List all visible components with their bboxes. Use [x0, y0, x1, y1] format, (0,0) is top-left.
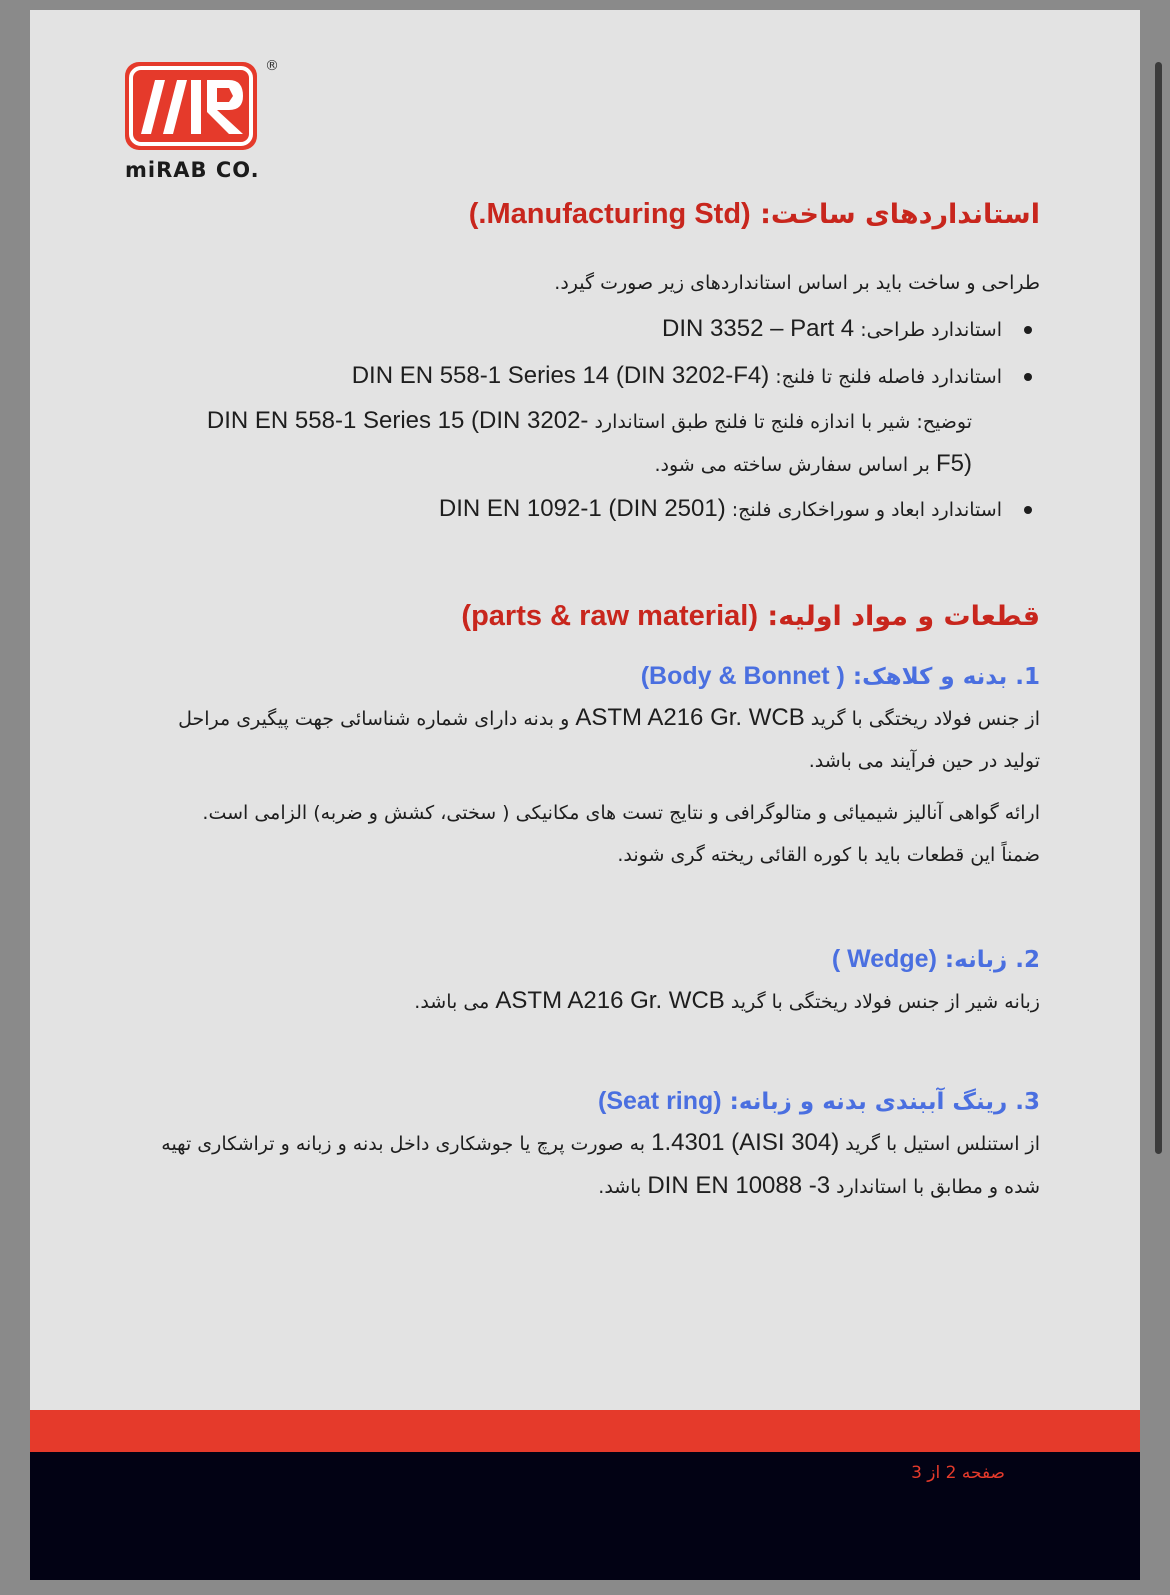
intro-paragraph: طراحی و ساخت باید بر اساس استانداردهای زیر صورت گیرد.	[554, 272, 1040, 294]
list-item: استاندارد ابعاد و سوراخکاری فلنج: DIN EN 1092-1 (DIN 2501)	[180, 488, 1040, 531]
document-page	[30, 10, 1140, 1580]
paragraph: از استنلس استیل با گرید 1.4301 (AISI 304) به صورت پرچ یا جوشکاری داخل بدنه و زبانه و تراشکاری تهیه شده و مطابق با استاندارد DIN EN 10088 -3 باشد.	[161, 1129, 1040, 1199]
part-seat-ring	[160, 1087, 1040, 1208]
list-item: استاندارد فاصله فلنج تا فلنج: DIN EN 558-1 Series 14 (DIN 3202-F4)	[180, 355, 1040, 398]
paragraph: از جنس فولاد ریختگی با گرید ASTM A216 Gr. WCB و بدنه دارای شماره شناسائی جهت پیگیری مراحل تولید در حین فرآیند می باشد.	[178, 704, 1040, 772]
registered-mark: ®	[265, 58, 279, 74]
note-paragraph: توضیح: شیر با اندازه فلنج تا فلنج طبق استاندارد DIN EN 558-1 Series 15 (DIN 3202-F5) بر اساس سفارش ساخته می شود.	[206, 407, 972, 477]
paragraph: ارائه گواهی آنالیز شیمیائی و متالوگرافی و نتایج تست های مکانیکی ( سختی، کشش و ضربه) الزامی است. ضمناً این قطعات باید با کوره القائی ریخته گری شوند.	[202, 802, 1040, 866]
vertical-scrollbar[interactable]	[1155, 62, 1162, 1154]
logo-emblem	[125, 62, 257, 150]
logo-mark-icon	[125, 62, 257, 150]
list-item: استاندارد طراحی: DIN 3352 – Part 4	[180, 308, 1040, 351]
section-title: قطعات و مواد اولیه: (parts & raw material)	[461, 600, 1040, 632]
part-wedge	[160, 945, 1040, 1023]
logo-wordmark: miRAB CO.	[125, 158, 260, 182]
standards-list	[180, 308, 1040, 531]
subsection-title: 3. رینگ آببندی بدنه و زبانه: (Seat ring)	[597, 1087, 1040, 1115]
paragraph: زبانه شیر از جنس فولاد ریختگی با گرید ASTM A216 Gr. WCB می باشد.	[414, 987, 1040, 1014]
section-manufacturing-std	[160, 198, 1040, 231]
mirab-logo	[125, 58, 285, 188]
section-title: استانداردهای ساخت: (Manufacturing Std.)	[468, 198, 1040, 230]
part-body-bonnet	[160, 662, 1040, 876]
page-number: صفحه 2 از 3	[911, 1463, 1005, 1483]
footer-red-band	[30, 1410, 1140, 1452]
subsection-title: 1. بدنه و کلاهک: ( Body & Bonnet)	[640, 662, 1040, 690]
subsection-title: 2. زبانه: (Wedge )	[831, 945, 1040, 973]
section-parts-raw-material	[160, 600, 1040, 633]
